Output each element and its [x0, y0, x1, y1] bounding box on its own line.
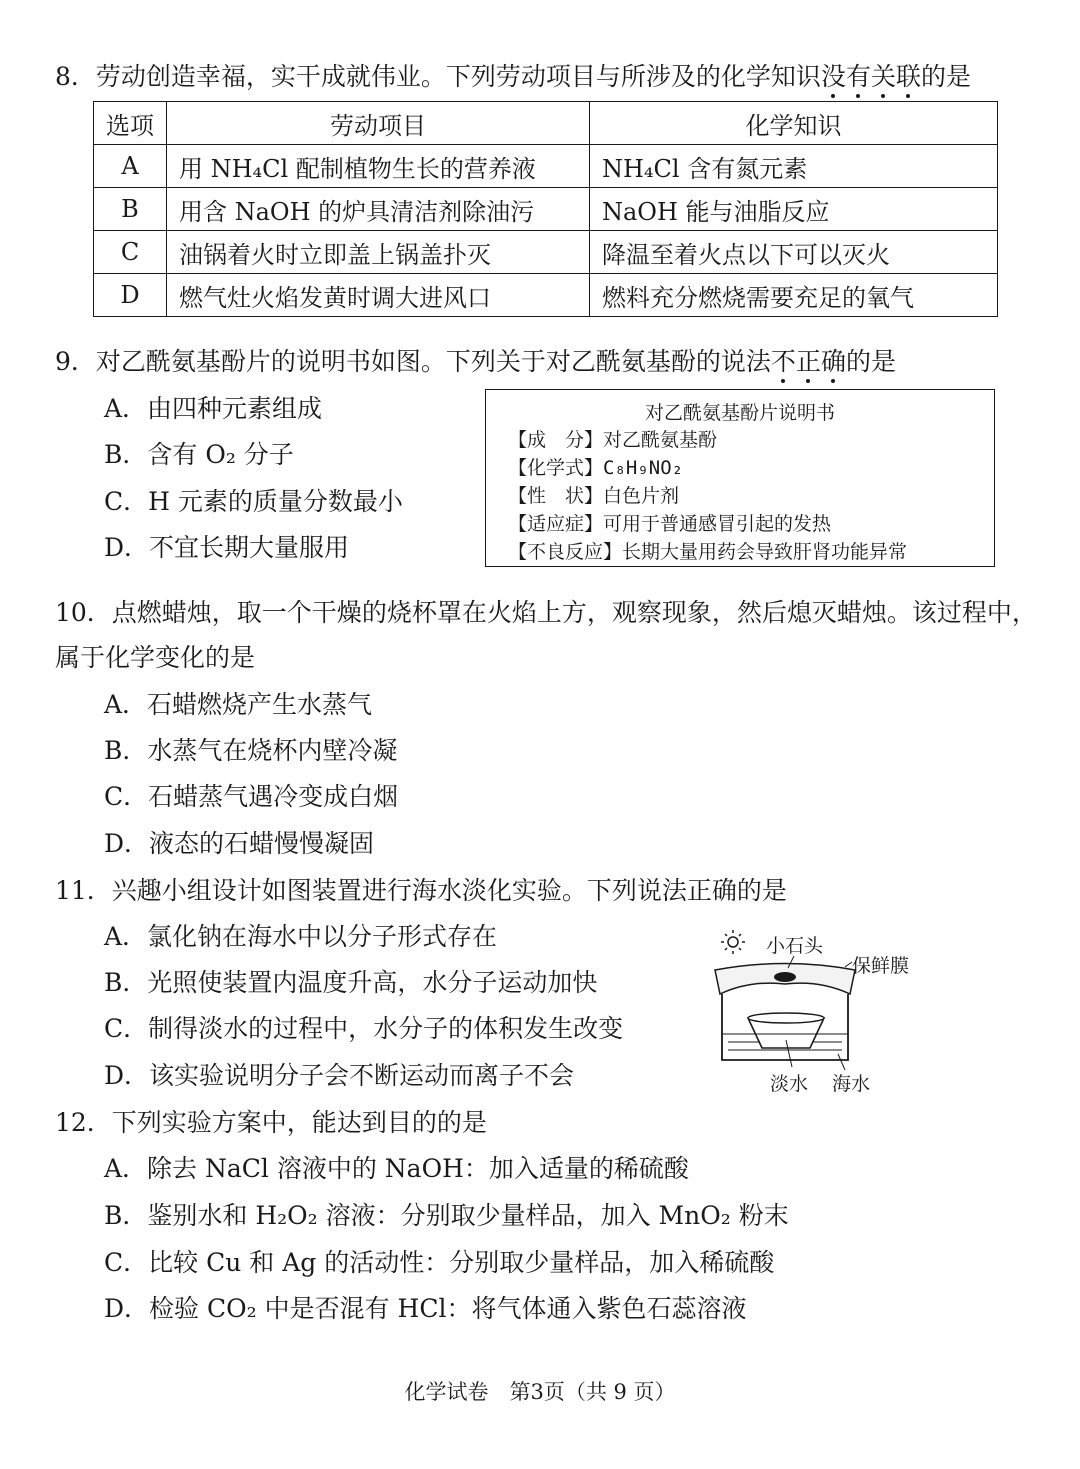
- question-8-table: [93, 101, 998, 317]
- table-cell-labor: 燃气灶火焰发黄时调大进风口: [167, 274, 590, 317]
- medicine-instructions-box: [485, 389, 995, 567]
- question-12-stem: 12．下列实验方案中，能达到目的的是: [55, 1108, 487, 1137]
- table-cell-labor: 油锅着火时立即盖上锅盖扑灭: [167, 231, 590, 274]
- question-11-option-c[interactable]: C．制得淡水的过程中，水分子的体积发生改变: [104, 1014, 624, 1043]
- table-header-row: [94, 102, 998, 145]
- table-row: [94, 145, 998, 188]
- table-row: [94, 188, 998, 231]
- question-12-option-c[interactable]: C．比较 Cu 和 Ag 的活动性：分别取少量样品，加入稀硫酸: [104, 1248, 775, 1277]
- label-stone: 小石头: [766, 935, 824, 957]
- table-cell-option: A: [94, 145, 167, 188]
- label-seawater: 海水: [832, 1073, 871, 1095]
- medicine-instructions-row: 【不良反应】长期大量用药会导致肝肾功能异常: [508, 541, 908, 563]
- table-cell-option: C: [94, 231, 167, 274]
- question-9-stem-text: 9．对乙酰氨基酚片的说明书如图。下列关于对乙酰氨基酚的说法: [55, 347, 771, 376]
- question-10-option-c[interactable]: C．石蜡蒸气遇冷变成白烟: [104, 782, 399, 811]
- emphasis-char: 关: [870, 62, 896, 91]
- question-12-option-b[interactable]: B．鉴别水和 H₂O₂ 溶液：分别取少量样品，加入 MnO₂ 粉末: [104, 1201, 789, 1230]
- label-film: 保鲜膜: [852, 955, 910, 977]
- emphasis-char: 联: [895, 62, 921, 91]
- question-9-option-d[interactable]: D．不宜长期大量服用: [104, 533, 350, 562]
- question-9-stem: [55, 347, 896, 377]
- emphasis-char: 没: [820, 62, 846, 91]
- table-header-labor: 劳动项目: [167, 102, 590, 145]
- fresh-water-cup-rim: [748, 1013, 824, 1023]
- emphasis-char: 确: [820, 347, 846, 376]
- small-stone: [774, 972, 796, 982]
- question-10-stem-line2: 属于化学变化的是: [55, 643, 256, 672]
- table-row: [94, 274, 998, 317]
- table-cell-knowledge: 燃料充分燃烧需要充足的氧气: [590, 274, 998, 317]
- question-9-stem-end: 的是: [845, 347, 896, 376]
- table-cell-knowledge: NaOH 能与油脂反应: [590, 188, 998, 231]
- question-9-option-a[interactable]: A．由四种元素组成: [104, 394, 323, 423]
- table-header-knowledge: 化学知识: [590, 102, 998, 145]
- emphasis-char: 有: [845, 62, 871, 91]
- question-12-option-a[interactable]: A．除去 NaCl 溶液中的 NaOH：加入适量的稀硫酸: [104, 1154, 689, 1183]
- emphasis-char: 正: [795, 347, 821, 376]
- question-11-option-a[interactable]: A．氯化钠在海水中以分子形式存在: [104, 922, 498, 951]
- desalination-apparatus-diagram: [700, 922, 940, 1102]
- table-header-option: 选项: [94, 102, 167, 145]
- medicine-instructions-row: 【化学式】C₈H₉NO₂: [508, 457, 684, 479]
- question-10-option-b[interactable]: B．水蒸气在烧杯内壁冷凝: [104, 736, 398, 765]
- question-11-option-b[interactable]: B．光照使装置内温度升高，水分子运动加快: [104, 968, 598, 997]
- question-9-option-c[interactable]: C．H 元素的质量分数最小: [104, 487, 403, 516]
- table-cell-option: D: [94, 274, 167, 317]
- question-11-stem: 11．兴趣小组设计如图装置进行海水淡化实验。下列说法正确的是: [55, 876, 787, 905]
- label-fresh-water: 淡水: [770, 1073, 809, 1095]
- question-8-stem-end: 的是: [920, 62, 971, 91]
- medicine-instructions-row: 【适应症】可用于普通感冒引起的发热: [508, 513, 832, 535]
- leader-film: [845, 962, 852, 967]
- medicine-instructions-title: 对乙酰氨基酚片说明书: [644, 402, 835, 424]
- question-10-option-a[interactable]: A．石蜡燃烧产生水蒸气: [104, 690, 373, 719]
- table-cell-option: B: [94, 188, 167, 231]
- question-12-option-d[interactable]: D．检验 CO₂ 中是否混有 HCl：将气体通入紫色石蕊溶液: [104, 1294, 747, 1323]
- emphasis-char: 不: [770, 347, 796, 376]
- table-cell-knowledge: NH₄Cl 含有氮元素: [590, 145, 998, 188]
- question-9-option-b[interactable]: B．含有 O₂ 分子: [104, 440, 294, 469]
- question-10-stem-line1: 10．点燃蜡烛，取一个干燥的烧杯罩在火焰上方，观察现象，然后熄灭蜡烛。该过程中，: [55, 598, 1037, 627]
- question-11-option-d[interactable]: D．该实验说明分子会不断运动而离子不会: [104, 1061, 575, 1090]
- table-row: [94, 231, 998, 274]
- medicine-instructions-row: 【性 状】白色片剂: [508, 485, 680, 507]
- table-cell-labor: 用含 NaOH 的炉具清洁剂除油污: [167, 188, 590, 231]
- sun-icon: [721, 930, 745, 954]
- question-8-stem-text: 8．劳动创造幸福，实干成就伟业。下列劳动项目与所涉及的化学知识: [55, 62, 821, 91]
- table-cell-knowledge: 降温至着火点以下可以灭火: [590, 231, 998, 274]
- medicine-instructions-row: 【成 分】对乙酰氨基酚: [508, 429, 718, 451]
- page-footer: 化学试卷 第3页（共 9 页）: [404, 1380, 676, 1404]
- table-cell-labor: 用 NH₄Cl 配制植物生长的营养液: [167, 145, 590, 188]
- question-8-stem: [55, 62, 971, 92]
- question-10-option-d[interactable]: D．液态的石蜡慢慢凝固: [104, 829, 375, 858]
- leader-seawater: [838, 1054, 845, 1070]
